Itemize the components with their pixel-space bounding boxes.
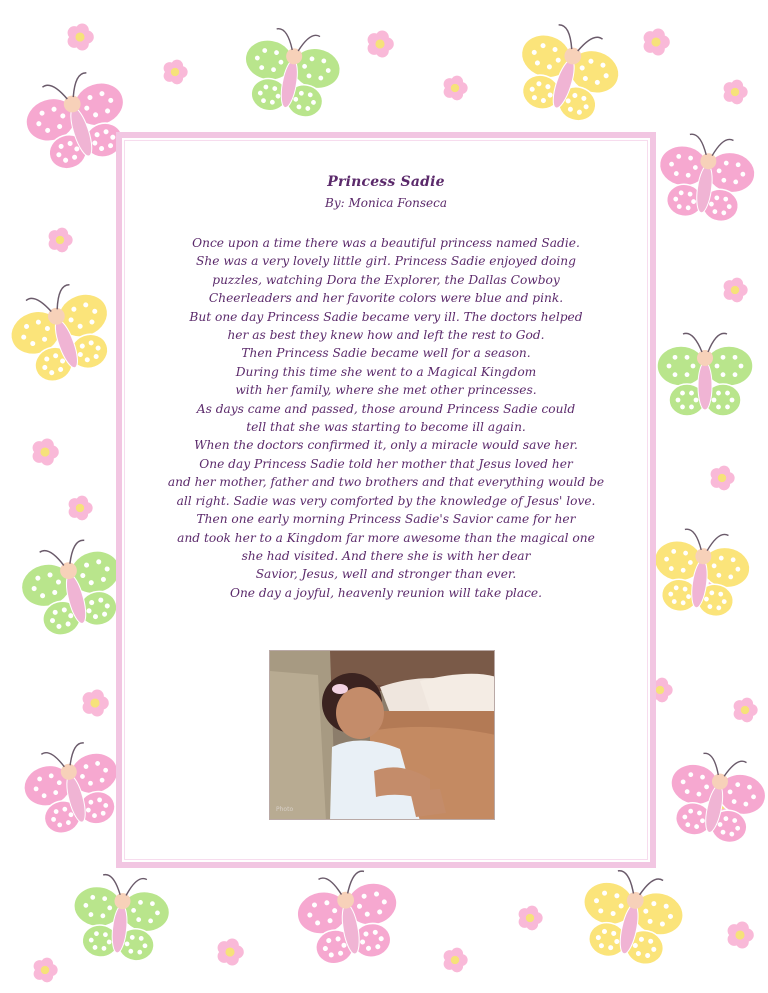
story-line: Savior, Jesus, well and stronger than ever. xyxy=(255,567,517,582)
story-line: Then Princess Sadie became well for a season. xyxy=(241,346,531,361)
flower-icon xyxy=(83,690,109,717)
story-text xyxy=(130,234,642,602)
flower-icon xyxy=(218,939,244,966)
story-line: puzzles, watching Dora the Explorer, the Dallas Cowboy xyxy=(212,272,560,287)
butterfly-icon xyxy=(237,24,346,122)
butterfly-icon xyxy=(69,872,173,964)
flower-icon xyxy=(644,29,670,56)
butterfly-icon xyxy=(653,130,760,225)
butterfly-icon xyxy=(292,866,406,969)
flower-icon xyxy=(444,76,468,101)
story-line: Then one early morning Princess Sadie's Savior came for her xyxy=(196,512,576,527)
story-line: Once upon a time there was a beautiful princess named Sadie. xyxy=(192,236,580,250)
flower-icon xyxy=(728,922,754,949)
flower-icon xyxy=(724,80,748,105)
story-line: As days came and passed, those around Princess Sadie could xyxy=(196,401,576,416)
story-byline: By: Monica Fonseca xyxy=(325,196,447,210)
butterfly-icon xyxy=(0,275,124,391)
story-line: and took her to a Kingdom far more awesome than the magical one xyxy=(177,530,595,545)
flower-icon xyxy=(711,466,735,491)
story-line: One day Princess Sadie told her mother that Jesus loved her xyxy=(199,456,573,471)
butterfly-icon xyxy=(16,736,130,841)
flower-icon xyxy=(724,278,748,303)
story-line: with her family, where she met other princesses. xyxy=(235,383,537,398)
butterfly-icon xyxy=(661,747,768,848)
flower-icon xyxy=(69,496,93,521)
child-photo xyxy=(269,650,495,820)
story-line: she had visited. And there she is with her dear xyxy=(241,548,531,563)
story-line: During this time she went to a Magical Kingdom xyxy=(235,364,537,379)
story-line: all right. Sadie was very comforted by the knowledge of Jesus' love. xyxy=(176,493,596,508)
flower-icon xyxy=(33,439,59,466)
flower-icon xyxy=(519,906,543,931)
butterfly-icon xyxy=(648,525,755,620)
story-line: and her mother, father and two brothers and that everything would be xyxy=(167,475,605,490)
story-line: She was a very lovely little girl. Princess Sadie enjoyed doing xyxy=(196,254,576,269)
flower-icon xyxy=(68,24,94,51)
butterfly-icon xyxy=(657,333,753,416)
flower-icon xyxy=(164,60,188,85)
butterfly-icon xyxy=(13,533,133,643)
story-line: tell that she was starting to become ill again. xyxy=(246,420,526,435)
story-line: One day a joyful, heavenly reunion will take place. xyxy=(229,585,543,600)
butterfly-icon xyxy=(506,16,629,130)
story-line: Cheerleaders and her favorite colors were blue and pink. xyxy=(208,291,564,306)
story-line: But one day Princess Sadie became very ill. The doctors helped xyxy=(189,309,583,324)
butterfly-icon xyxy=(573,865,690,971)
flower-icon xyxy=(734,698,758,723)
flower-icon xyxy=(34,958,58,983)
story-line: When the doctors confirmed it, only a miracle would save her. xyxy=(194,438,578,453)
flower-icon xyxy=(368,31,394,58)
flower-icon xyxy=(444,948,468,973)
flower-icon xyxy=(49,228,73,253)
story-line: her as best they knew how and left the rest to God. xyxy=(227,328,545,343)
svg-text:Photo: Photo xyxy=(276,806,294,813)
story-title: Princess Sadie xyxy=(327,174,445,190)
